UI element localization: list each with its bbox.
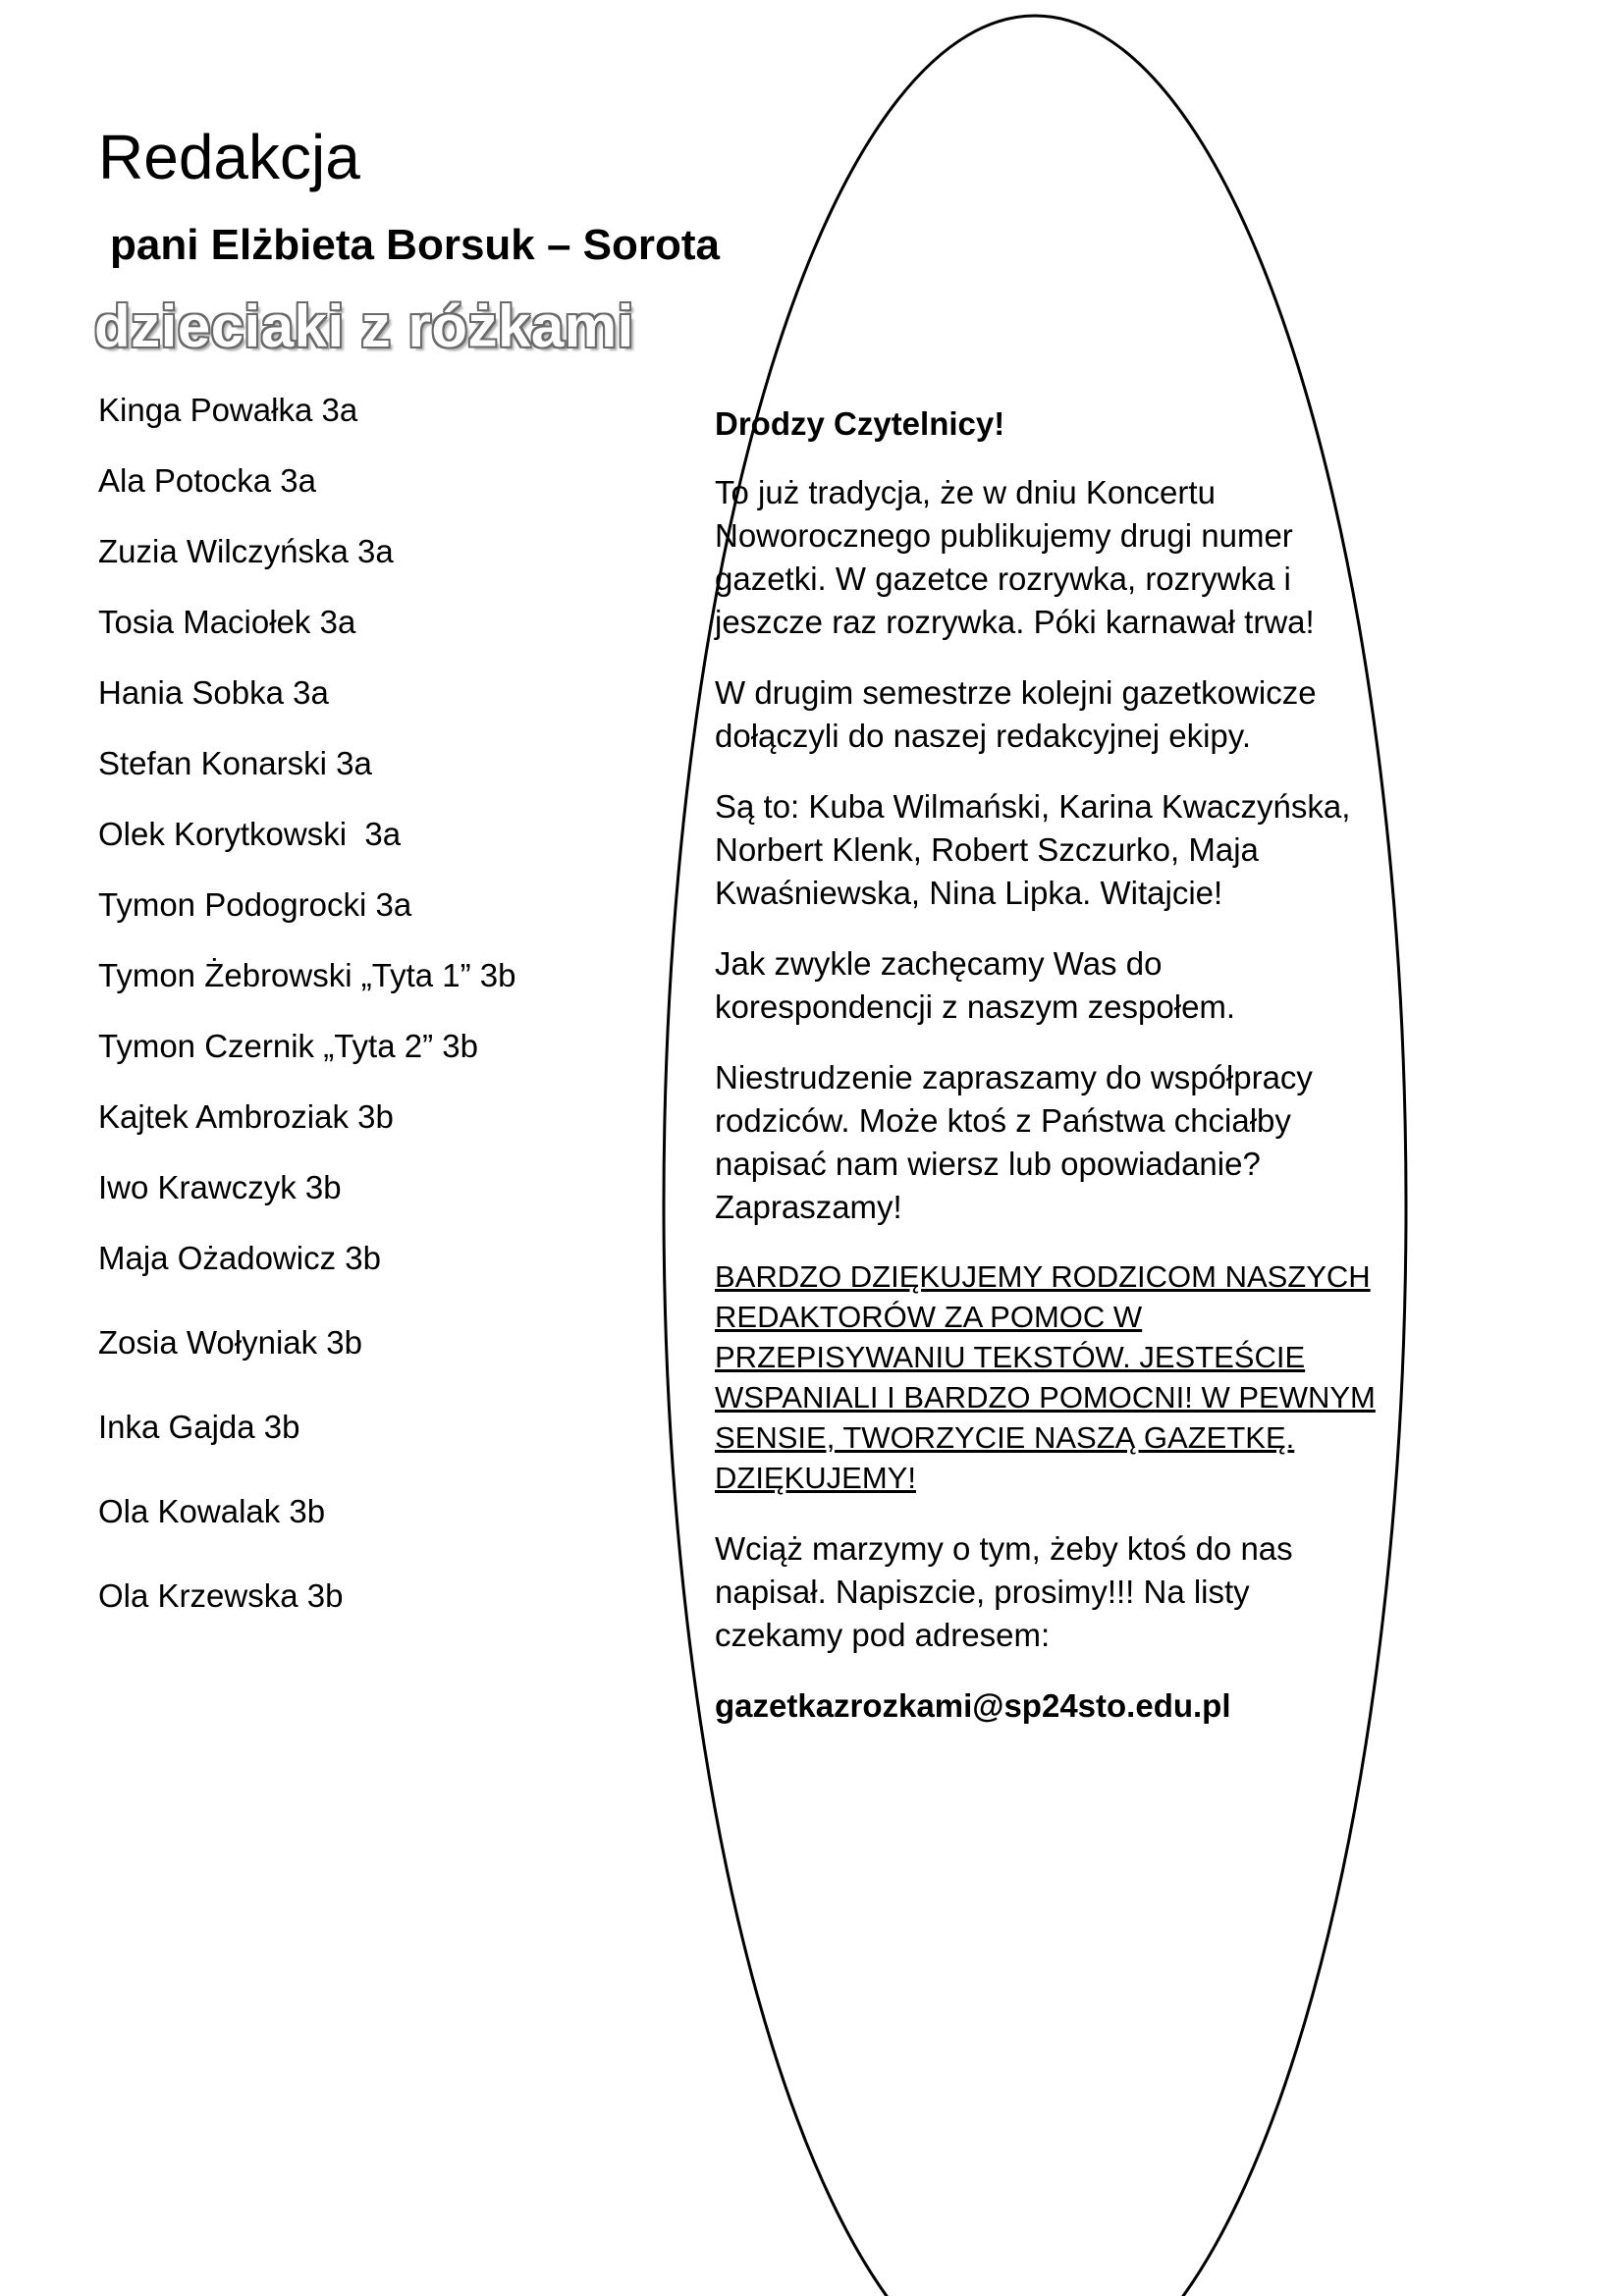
- member-item: Tymon Czernik „Tyta 2” 3b: [98, 1028, 478, 1064]
- contact-email: gazetkazrozkami@sp24sto.edu.pl: [715, 1687, 1231, 1724]
- member-item: Zuzia Wilczyńska 3a: [98, 533, 394, 569]
- page-title: Redakcja: [98, 122, 360, 192]
- member-item: Ola Krzewska 3b: [98, 1577, 344, 1614]
- letter-paragraph: Niestrudzenie zapraszamy do współpracy rodziców. Może ktoś z Państwa chciałby napisać nam wiersz lub opowiadanie? Zapraszamy!: [715, 1059, 1313, 1225]
- member-item: Tosia Maciołek 3a: [98, 604, 356, 640]
- member-item: Inka Gajda 3b: [98, 1409, 300, 1445]
- member-item: Olek Korytkowski 3a: [98, 816, 402, 852]
- member-item: Stefan Konarski 3a: [98, 745, 372, 781]
- team-heading: dzieciaki z różkami: [94, 294, 634, 359]
- letter-greeting: Drodzy Czytelnicy!: [715, 405, 1005, 442]
- member-item: Tymon Podogrocki 3a: [98, 886, 412, 923]
- member-item: Kajtek Ambroziak 3b: [98, 1098, 394, 1135]
- member-item: Ola Kowalak 3b: [98, 1493, 326, 1529]
- member-item: Hania Sobka 3a: [98, 674, 329, 711]
- letter-closing: Wciąż marzymy o tym, żeby ktoś do nas napisał. Napiszcie, prosimy!!! Na listy czekamy pod adresem:: [715, 1530, 1293, 1653]
- letter-paragraph: W drugim semestrze kolejni gazetkowicze dołączyli do naszej redakcyjnej ekipy.: [715, 674, 1317, 754]
- member-item: Iwo Krawczyk 3b: [98, 1169, 342, 1205]
- letter-paragraph: Są to: Kuba Wilmański, Karina Kwaczyńska, Norbert Klenk, Robert Szczurko, Maja Kwaśniewska, Nina Lipka. Witajcie!: [715, 788, 1351, 911]
- teacher-name: pani Elżbieta Borsuk – Sorota: [110, 221, 721, 269]
- member-item: Kinga Powałka 3a: [98, 392, 358, 428]
- member-item: Zosia Wołyniak 3b: [98, 1324, 363, 1361]
- thanks-note: BARDZO DZIĘKUJEMY RODZICOM NASZYCH REDAKTORÓW ZA POMOC W PRZEPISYWANIU TEKSTÓW. JESTEŚCIE WSPANIALI I BARDZO POMOCNI! W PEWNYM SENSIE, TWORZYCIE NASZĄ GAZETKĘ. DZIĘKUJEMY!: [715, 1259, 1376, 1495]
- member-item: Maja Ożadowicz 3b: [98, 1240, 381, 1276]
- member-item: Ala Potocka 3a: [98, 462, 316, 499]
- letter-paragraph: Jak zwykle zachęcamy Was do korespondencji z naszym zespołem.: [715, 945, 1236, 1025]
- letter: [715, 402, 1382, 1755]
- letter-paragraph: To już tradycja, że w dniu Koncertu Noworocznego publikujemy drugi numer gazetki. W gazetce rozrywka, rozrywka i jeszcze raz rozrywka. Póki karnawał trwa!: [715, 474, 1315, 640]
- member-item: Tymon Żebrowski „Tyta 1” 3b: [98, 957, 516, 993]
